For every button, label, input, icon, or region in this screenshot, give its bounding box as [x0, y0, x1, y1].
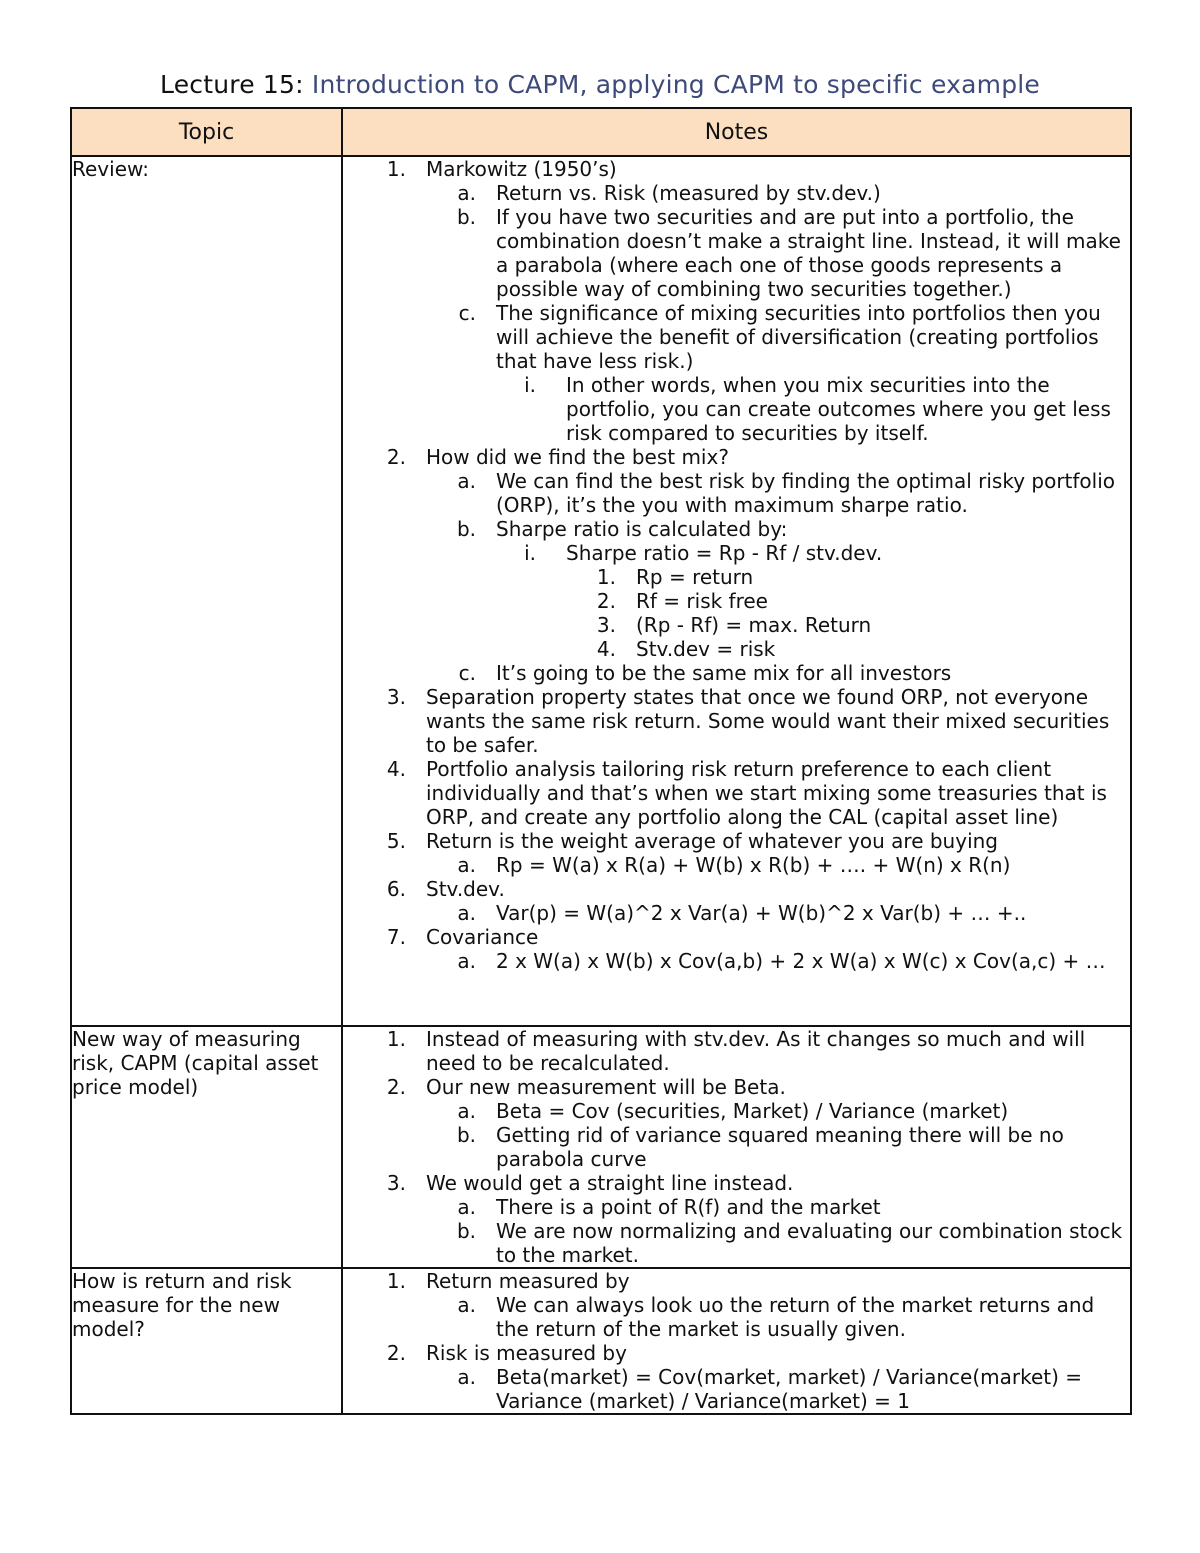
- note-text: Stv.dev.: [426, 877, 505, 901]
- note-text: Rp = return: [636, 565, 754, 589]
- note-marker: a.: [457, 901, 476, 925]
- note-line: [343, 373, 1130, 445]
- note-line: [343, 949, 1130, 973]
- note-text: Return is the weight average of whatever you are buying: [426, 829, 998, 853]
- note-marker: a.: [457, 1195, 476, 1219]
- note-marker: 1.: [386, 157, 406, 181]
- note-line: [343, 1123, 1130, 1171]
- note-text: We can find the best risk by finding the optimal risky portfolio (ORP), it’s the you with maximum sharpe ratio.: [496, 469, 1116, 517]
- note-line: [343, 1341, 1130, 1365]
- note-line: [343, 757, 1130, 829]
- note-line: [343, 1171, 1130, 1195]
- note-marker: 1.: [386, 1027, 406, 1051]
- note-marker: 4.: [596, 637, 616, 661]
- note-text: We can always look uo the return of the market returns and the return of the market is usually given.: [496, 1293, 1095, 1341]
- note-line: [343, 565, 1130, 589]
- note-marker: 3.: [386, 1171, 406, 1195]
- topic-cell: How is return and risk measure for the new model?: [71, 1268, 342, 1414]
- note-marker: 3.: [596, 613, 616, 637]
- note-line: [343, 301, 1130, 373]
- note-line: [343, 181, 1130, 205]
- note-text: Rp = W(a) x R(a) + W(b) x R(b) + …. + W(n) x R(n): [496, 853, 1011, 877]
- note-text: Var(p) = W(a)^2 x Var(a) + W(b)^2 x Var(b) + … +..: [496, 901, 1027, 925]
- note-text: Portfolio analysis tailoring risk return preference to each client individually and that’s when we start mixing some treasuries that is ORP, and create any portfolio along the CAL (capital asset line): [426, 757, 1107, 829]
- note-marker: a.: [457, 469, 476, 493]
- note-line: [343, 661, 1130, 685]
- note-marker: 2.: [386, 1075, 406, 1099]
- note-text: Return measured by: [426, 1269, 630, 1293]
- title-subtitle: Introduction to CAPM, applying CAPM to specific example: [311, 70, 1040, 99]
- note-text: If you have two securities and are put into a portfolio, the combination doesn’t make a straight line. Instead, it will make a parabola (where each one of those goods represents a possible way of combining two securities together.): [496, 205, 1121, 301]
- note-marker: i.: [524, 373, 536, 397]
- page-title: [0, 70, 1200, 99]
- note-text: We would get a straight line instead.: [426, 1171, 794, 1195]
- note-marker: a.: [457, 1099, 476, 1123]
- note-text: Markowitz (1950’s): [426, 157, 617, 181]
- note-text: Sharpe ratio is calculated by:: [496, 517, 788, 541]
- note-marker: 2.: [386, 445, 406, 469]
- note-line: [343, 157, 1130, 181]
- note-marker: a.: [457, 1365, 476, 1389]
- note-text: We are now normalizing and evaluating our combination stock to the market.: [496, 1219, 1123, 1267]
- note-marker: c.: [458, 301, 476, 325]
- note-marker: a.: [457, 1293, 476, 1317]
- note-line: [343, 829, 1130, 853]
- note-text: Stv.dev = risk: [636, 637, 776, 661]
- note-text: Risk is measured by: [426, 1341, 627, 1365]
- note-line: [343, 613, 1130, 637]
- note-text: How did we find the best mix?: [426, 445, 729, 469]
- note-marker: a.: [457, 181, 476, 205]
- note-line: [343, 1099, 1130, 1123]
- note-text: Beta(market) = Cov(market, market) / Variance(market) = Variance (market) / Variance(market) = 1: [496, 1365, 1083, 1413]
- note-text: Separation property states that once we found ORP, not everyone wants the same risk return. Some would want their mixed securities to be safer.: [426, 685, 1110, 757]
- note-line: [343, 925, 1130, 949]
- note-marker: 1.: [386, 1269, 406, 1293]
- note-line: [343, 1269, 1130, 1293]
- note-line: [343, 637, 1130, 661]
- note-marker: 2.: [386, 1341, 406, 1365]
- note-line: [343, 445, 1130, 469]
- title-prefix: Lecture 15:: [160, 70, 312, 99]
- note-line: [343, 1027, 1130, 1075]
- note-marker: b.: [456, 1219, 476, 1243]
- note-marker: a.: [457, 949, 476, 973]
- header-notes: Notes: [342, 108, 1131, 156]
- notes-table: [70, 107, 1132, 1415]
- note-marker: 7.: [386, 925, 406, 949]
- table-header-row: [71, 108, 1131, 156]
- note-text: The significance of mixing securities into portfolios then you will achieve the benefit of diversification (creating portfolios that have less risk.): [496, 301, 1101, 373]
- note-marker: 6.: [386, 877, 406, 901]
- note-line: [343, 877, 1130, 901]
- note-text: Sharpe ratio = Rp - Rf / stv.dev.: [566, 541, 883, 565]
- note-marker: 2.: [596, 589, 616, 613]
- note-marker: 1.: [596, 565, 616, 589]
- note-line: [343, 205, 1130, 301]
- note-line: [343, 1219, 1130, 1267]
- note-text: Rf = risk free: [636, 589, 768, 613]
- topic-cell: Review:: [71, 156, 342, 1026]
- note-text: It’s going to be the same mix for all investors: [496, 661, 952, 685]
- note-text: 2 x W(a) x W(b) x Cov(a,b) + 2 x W(a) x W(c) x Cov(a,c) + …: [496, 949, 1106, 973]
- note-marker: b.: [456, 205, 476, 229]
- note-text: Beta = Cov (securities, Market) / Variance (market): [496, 1099, 1009, 1123]
- note-line: [343, 541, 1130, 565]
- note-line: [343, 901, 1130, 925]
- notes-cell: [342, 1268, 1131, 1414]
- note-line: [343, 589, 1130, 613]
- note-text: Our new measurement will be Beta.: [426, 1075, 786, 1099]
- topic-cell: New way of measuring risk, CAPM (capital asset price model): [71, 1026, 342, 1268]
- note-line: [343, 1293, 1130, 1341]
- note-line: [343, 1195, 1130, 1219]
- note-marker: b.: [456, 517, 476, 541]
- note-text: Return vs. Risk (measured by stv.dev.): [496, 181, 881, 205]
- note-line: [343, 517, 1130, 541]
- table-row: [71, 156, 1131, 1026]
- note-line: [343, 1075, 1130, 1099]
- note-text: In other words, when you mix securities into the portfolio, you can create outcomes where you get less risk compared to securities by itself.: [566, 373, 1111, 445]
- note-text: There is a point of R(f) and the market: [496, 1195, 881, 1219]
- note-text: Getting rid of variance squared meaning there will be no parabola curve: [496, 1123, 1064, 1171]
- note-line: [343, 685, 1130, 757]
- note-marker: a.: [457, 853, 476, 877]
- note-text: (Rp - Rf) = max. Return: [636, 613, 872, 637]
- table-row: [71, 1026, 1131, 1268]
- note-marker: b.: [456, 1123, 476, 1147]
- note-marker: 3.: [386, 685, 406, 709]
- note-line: [343, 1365, 1130, 1413]
- table-row: [71, 1268, 1131, 1414]
- notes-cell: [342, 156, 1131, 1026]
- note-marker: 4.: [386, 757, 406, 781]
- note-marker: i.: [524, 541, 536, 565]
- note-text: Instead of measuring with stv.dev. As it changes so much and will need to be recalculated.: [426, 1027, 1086, 1075]
- note-text: Covariance: [426, 925, 539, 949]
- note-line: [343, 853, 1130, 877]
- note-marker: c.: [458, 661, 476, 685]
- note-marker: 5.: [386, 829, 406, 853]
- notes-cell: [342, 1026, 1131, 1268]
- header-topic: Topic: [71, 108, 342, 156]
- note-line: [343, 469, 1130, 517]
